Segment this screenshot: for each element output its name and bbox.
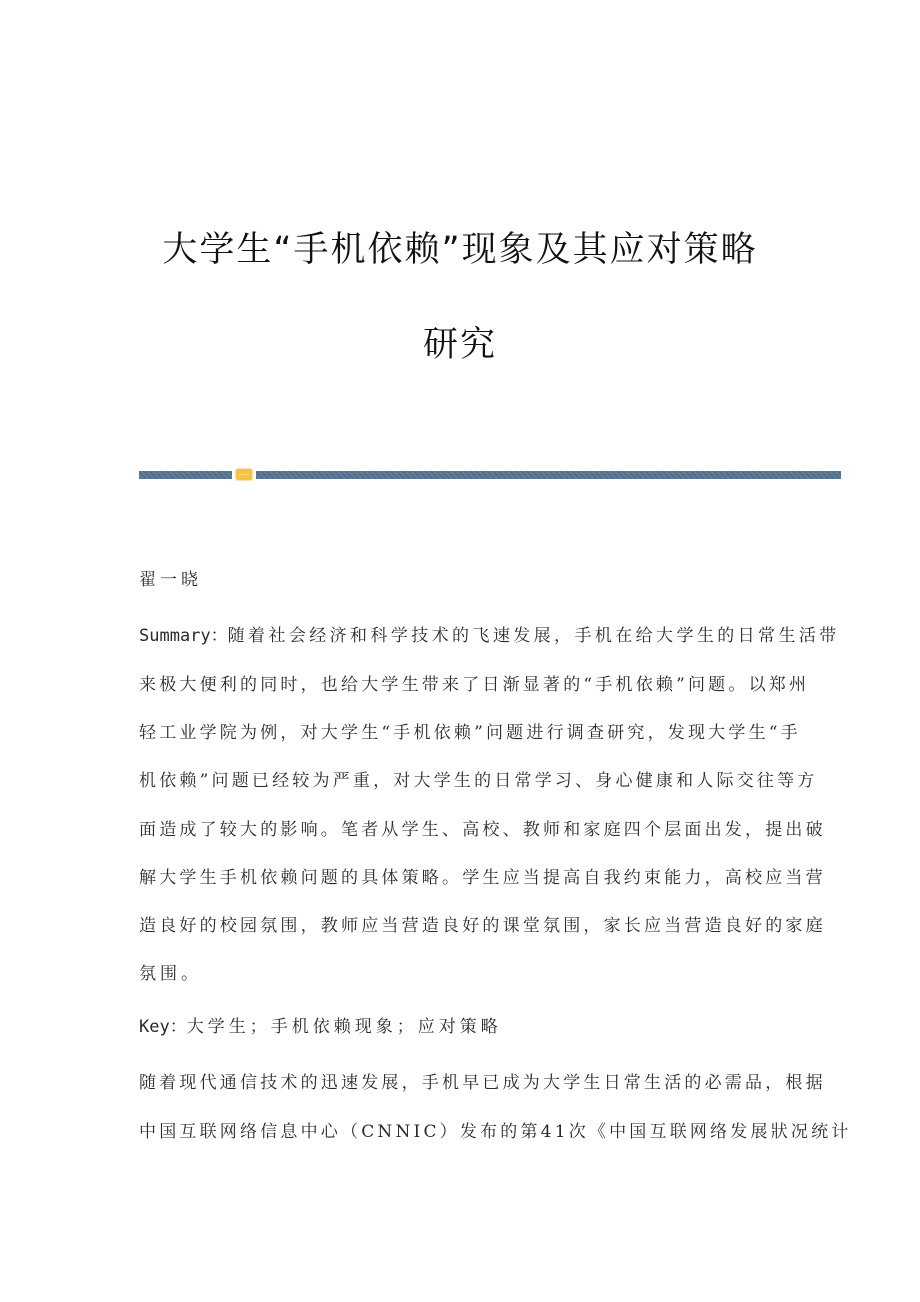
summary-line-1 (139, 626, 840, 646)
divider-bar-left (139, 471, 232, 479)
summary-line-7: 造良好的校园氛围，教师应当营造良好的课堂氛围，家长应当营造良好的家庭 (139, 916, 826, 936)
title-line-1: 大学生“手机依赖”现象及其应对策略 (162, 230, 758, 270)
keywords-text: 大学生；手机依赖现象；应对策略 (186, 1017, 502, 1037)
divider-ornament-icon (236, 469, 252, 480)
body-line-2: 中国互联网络信息中心（CNNIC）发布的第41次《中国互联网络发展狀况统计 (139, 1122, 852, 1142)
body-line-1: 随着现代通信技术的迅速发展，手机早已成为大学生日常生活的必需品，根据 (139, 1073, 826, 1093)
author-name: 翟一晓 (139, 570, 202, 590)
title-line-2: 研究 (422, 325, 497, 365)
summary-line-8: 氛围。 (139, 964, 202, 984)
summary-label: Summary： (139, 626, 228, 646)
divider-bar-right (256, 471, 841, 479)
summary-line-5: 面造成了较大的影响。笔者从学生、高校、教师和家庭四个层面出发，提出破 (139, 820, 826, 840)
summary-line-6: 解大学生手机依赖问题的具体策略。学生应当提高自我约束能力，高校应当营 (139, 868, 826, 888)
summary-line-2: 来极大便利的同时，也给大学生带来了日渐显著的“手机依赖”问题。以郑州 (139, 675, 810, 695)
keywords-line (139, 1017, 779, 1037)
summary-text: 随着社会经济和科学技术的飞速发展，手机在给大学生的日常生活带 (227, 626, 840, 646)
summary-line-4: 机依赖”问题已经较为严重，对大学生的日常学习、身心健康和人际交往等方 (139, 771, 818, 791)
summary-line-3: 轻工业学院为例，对大学生“手机依赖”问题进行调查研究，发现大学生“手 (139, 723, 801, 743)
keywords-label: Key： (139, 1017, 187, 1037)
